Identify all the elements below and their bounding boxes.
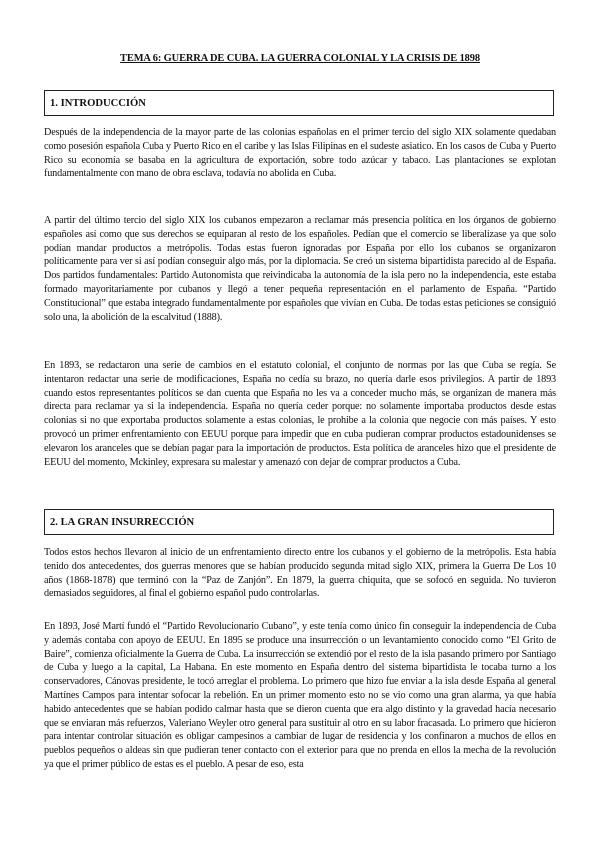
paragraph-intro-1: Después de la independencia de la mayor parte de las colonias españolas en el primer tercio del siglo XIX solamente quedaban como posesión española Cuba y Puerto Rico en el caribe y las Islas Filipinas en el sudeste asiatico. En los casos de Cuba y Puerto Rico su economía se basaba en la agricultura de exportación, sobre todo azúcar y tabaco. Las plantaciones se explotan fundamentalmente con mano de obra esclava, todavía no abolida en Cuba. — [44, 127, 556, 180]
document-title: TEMA 6: GUERRA DE CUBA. LA GUERRA COLONIAL Y LA CRISIS DE 1898 — [120, 53, 480, 64]
paragraph-intro-2: A partir del último tercio del siglo XIX los cubanos empezaron a reclamar más presencia política en los órganos de gobierno españoles así como que sus derechos se equiparan al resto de los españoles. Pedían que el comercio se liberalizase ya que solo podían mandar productos a metrópolis. Todas estas fueron ignoradas por España por ello los cubanos se organizaron políticamente para ver si así podían conseguir algo más, por la diplomacia. Se creó un sistema bipartidista parecido al de España. Dos partidos fundamentales: Partido Autonomista que reivindicaba la autonomía de la isla pero no la independencia, este estaba formado mayoritariamente por cubanos y llegó a tener pequeña representación en el parlamento de España. “Partido Constitucional” que estaba integrado fundamentalmente por españoles que vivían en Cuba. De todas estas peticiones se consiguió solo una, la abolición de la escalvitud (1888). — [44, 215, 556, 323]
paragraph-intro-3: En 1893, se redactaron una serie de cambios en el estatuto colonial, el conjunto de normas por las que Cuba se regía. Se intentaron redactar una serie de modificaciones, España no cedía su brazo, no quería darle esos privilegios. A partir de 1893 cuando estos representantes políticos se dan cuenta que España no les va a conceder mucho más, se organizan de manera más directa para reclamar ya si la independencia. España no quería ceder porque: no solamente importaba productos desde estas colonias si no que exportaba productos solamente a estas colonias, le prohibe a la colonia que negocie con más países. Y esto provocó un primer enfrentamiento con EEUU porque para impedir que en cuba pudieran comprar productos estadounidenses se elevaron los aranceles que se debían pagar para la importación de productos. Esta política de aranceles hizo que el presidente de EEUU del momento, Mckinley, expresara su malestar y amenazó con dejar de comprar productos a Cuba. — [44, 360, 556, 468]
section-heading-introduccion: 1. INTRODUCCIÓN — [44, 90, 554, 116]
paragraph-insurreccion-2: En 1893, José Martí fundó el “Partido Revolucionario Cubano”, y este tenía como único fin conseguir la independencia de Cuba y además contaba con apoyo de EEUU. En 1895 se produce una insurrección o un levantamiento conocido como “El Grito de Baire”, comienza oficialmente la Guerra de Cuba. La insurrección se extendió por el resto de la isla pasando primero por Santiago de Cuba y luego a la capital, La Habana. En este momento en España dentro del sistema bipartidista le tocaba turno a los conservadores, Cánovas presidente, le tocó arreglar el problema. Lo primero que hizo fue enviar a la isla desde España al general Martínes Campos para intentar sofocar la rebelión. En un primer momento esto no se vio como una gran alarma, ya que había habido antecedentes que se habían podido calmar hasta que se dieron cuenta que era algo distinto y la gravedad hacía necesario que se enviaran más refuerzos, Valeriano Weyler otro general para sustituir al otro en su labor fracasada. Lo primero que hicieron para intentar controlar situación es obligar campesinos a cambiar de lugar de residencia y los confinaron a muchos de ellos en pueblos pequeños o aldeas sin que pudieran tener contacto con el exterior para que no prenda en ellos la mecha de la revolución ya que el primer público de estas es el pueblo. A pesar de eso, esta — [44, 621, 556, 770]
paragraph-insurreccion-1: Todos estos hechos llevaron al inicio de un enfrentamiento directo entre los cubanos y el gobierno de la metrópolis. Esta había tenido dos antecedentes, dos guerras menores que se habían producido segunda mitad siglo XIX, primera la Guerra De Los 10 años (1868-1878) que terminó con la “Paz de Zanjón”. En 1879, la guerra chiquita, que se sofocó en seguida. No tuvieron demasiados seguidores, al final el gobierno español pudo controlarlas. — [44, 547, 556, 600]
section-heading-gran-insurreccion: 2. LA GRAN INSURRECCIÓN — [44, 509, 554, 535]
